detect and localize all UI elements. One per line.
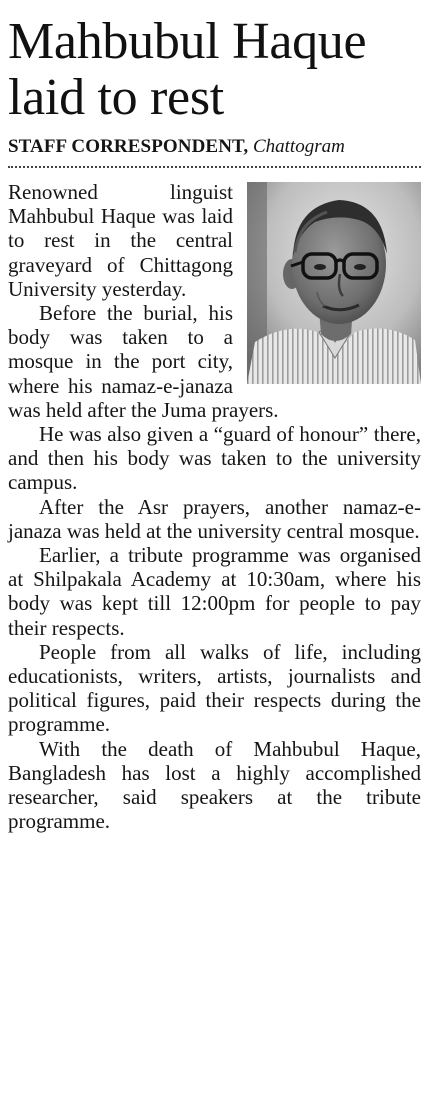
byline-location: Chattogram <box>252 136 345 157</box>
news-article <box>8 14 421 833</box>
byline-author: STAFF CORRESPONDENT, <box>8 136 249 157</box>
dotted-divider <box>8 166 421 168</box>
paragraph-6: People from all walks of life, including educationists, writers, artists, journalists and political figures, paid their respects during the programme. <box>8 639 421 737</box>
portrait-photo <box>247 182 421 384</box>
paragraph-1: Renowned linguist Mahbubul Haque was laid to rest in the central graveyard of Chittagong University yesterday. <box>8 180 233 301</box>
byline <box>8 136 421 158</box>
paragraph-7: With the death of Mahbubul Haque, Bangladesh has lost a highly accomplished researcher, said speakers at the tribute programme. <box>8 736 421 834</box>
paragraph-5: Earlier, a tribute programme was organised at Shilpakala Academy at 10:30am, where his body was kept till 12:00pm for people to pay their respects. <box>8 543 421 640</box>
paragraph-3: He was also given a “guard of honour” there, and then his body was taken to the university campus. <box>8 422 421 495</box>
paragraph-4: After the Asr prayers, another namaz-e-janaza was held at the university central mosque. <box>8 494 421 543</box>
headline: Mahbubul Haque laid to rest <box>8 13 367 126</box>
article-body <box>8 180 421 833</box>
paragraph-2: Before the burial, his body was taken to a mosque in the port city, where his namaz-e-janaza was held after the Juma prayers. <box>8 301 279 422</box>
portrait-photo-icon <box>247 182 421 384</box>
